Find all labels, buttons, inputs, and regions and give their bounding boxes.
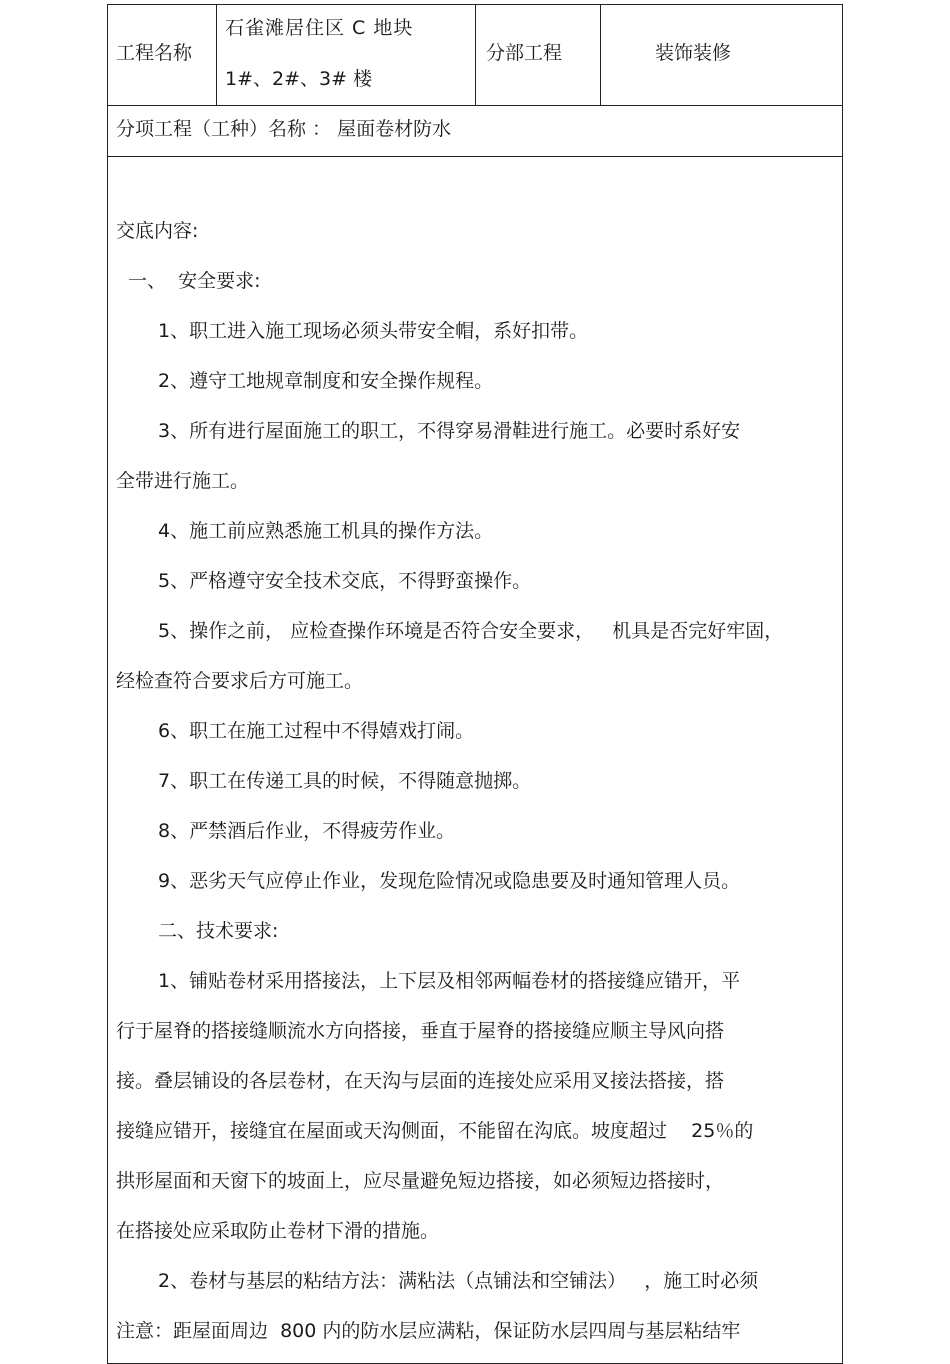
- content-line: 2、遵守工地规章制度和安全操作规程。: [158, 370, 494, 392]
- content-line: 行于屋脊的搭接缝顺流水方向搭接，垂直于屋脊的搭接缝应顺主导风向搭: [116, 1020, 725, 1042]
- section-heading: 二、技术要求:: [158, 920, 279, 942]
- content-line: 9、恶劣天气应停止作业，发现危险情况或隐患要及时通知管理人员。: [158, 870, 741, 892]
- project-name-value: 石雀滩居住区 C 地块: [225, 17, 414, 39]
- content-line: 经检查符合要求后方可施工。: [116, 670, 364, 692]
- divider: [600, 5, 601, 105]
- divider: [475, 5, 476, 105]
- content-line: 2、卷材与基层的粘结方法：满粘法（点铺法和空铺法） ，施工时必须: [158, 1270, 759, 1292]
- content-line: 6、职工在施工过程中不得嬉戏打闹。: [158, 720, 475, 742]
- project-name-value-2: 1#、2#、3# 楼: [225, 68, 373, 90]
- subitem-name: 分项工程（工种）名称 ： 屋面卷材防水: [116, 118, 452, 140]
- divider: [216, 5, 217, 105]
- content-line: 在搭接处应采取防止卷材下滑的措施。: [116, 1220, 440, 1242]
- content-line: 注意：距屋面周边 800 内的防水层应满粘，保证防水层四周与基层粘结牢: [116, 1320, 741, 1342]
- content-line: 拱形屋面和天窗下的坡面上，应尽量避免短边搭接，如必须短边搭接时，: [116, 1170, 725, 1192]
- content-line: 5、操作之前， 应检查操作环境是否符合安全要求， 机具是否完好牢固，: [158, 620, 784, 642]
- content-line: 全带进行施工。: [116, 470, 250, 492]
- content-heading: 交底内容:: [116, 220, 199, 242]
- content-line: 1、职工进入施工现场必须头带安全帽，系好扣带。: [158, 320, 589, 342]
- division-label: 分部工程: [486, 42, 563, 64]
- project-name-label: 工程名称: [116, 42, 193, 64]
- content-line: 4、施工前应熟悉施工机具的操作方法。: [158, 520, 494, 542]
- disclosure-form: [107, 4, 843, 1364]
- subitem-row: [108, 105, 842, 157]
- content-line: 1、铺贴卷材采用搭接法，上下层及相邻两幅卷材的搭接缝应错开，平: [158, 970, 741, 992]
- content-line: 接缝应错开，接缝宜在屋面或天沟侧面，不能留在沟底。坡度超过 25％的: [116, 1120, 754, 1142]
- header-row: [108, 5, 842, 106]
- division-value: 装饰装修: [655, 42, 732, 64]
- content-line: 8、严禁酒后作业，不得疲劳作业。: [158, 820, 456, 842]
- content-line: 3、所有进行屋面施工的职工，不得穿易滑鞋进行施工。必要时系好安: [158, 420, 741, 442]
- content-line: 接。叠层铺设的各层卷材，在天沟与层面的连接处应采用叉接法搭接，搭: [116, 1070, 725, 1092]
- content-line: 5、严格遵守安全技术交底，不得野蛮操作。: [158, 570, 532, 592]
- content-line: 7、职工在传递工具的时候，不得随意抛掷。: [158, 770, 532, 792]
- section-heading: 一、 安全要求:: [128, 270, 261, 292]
